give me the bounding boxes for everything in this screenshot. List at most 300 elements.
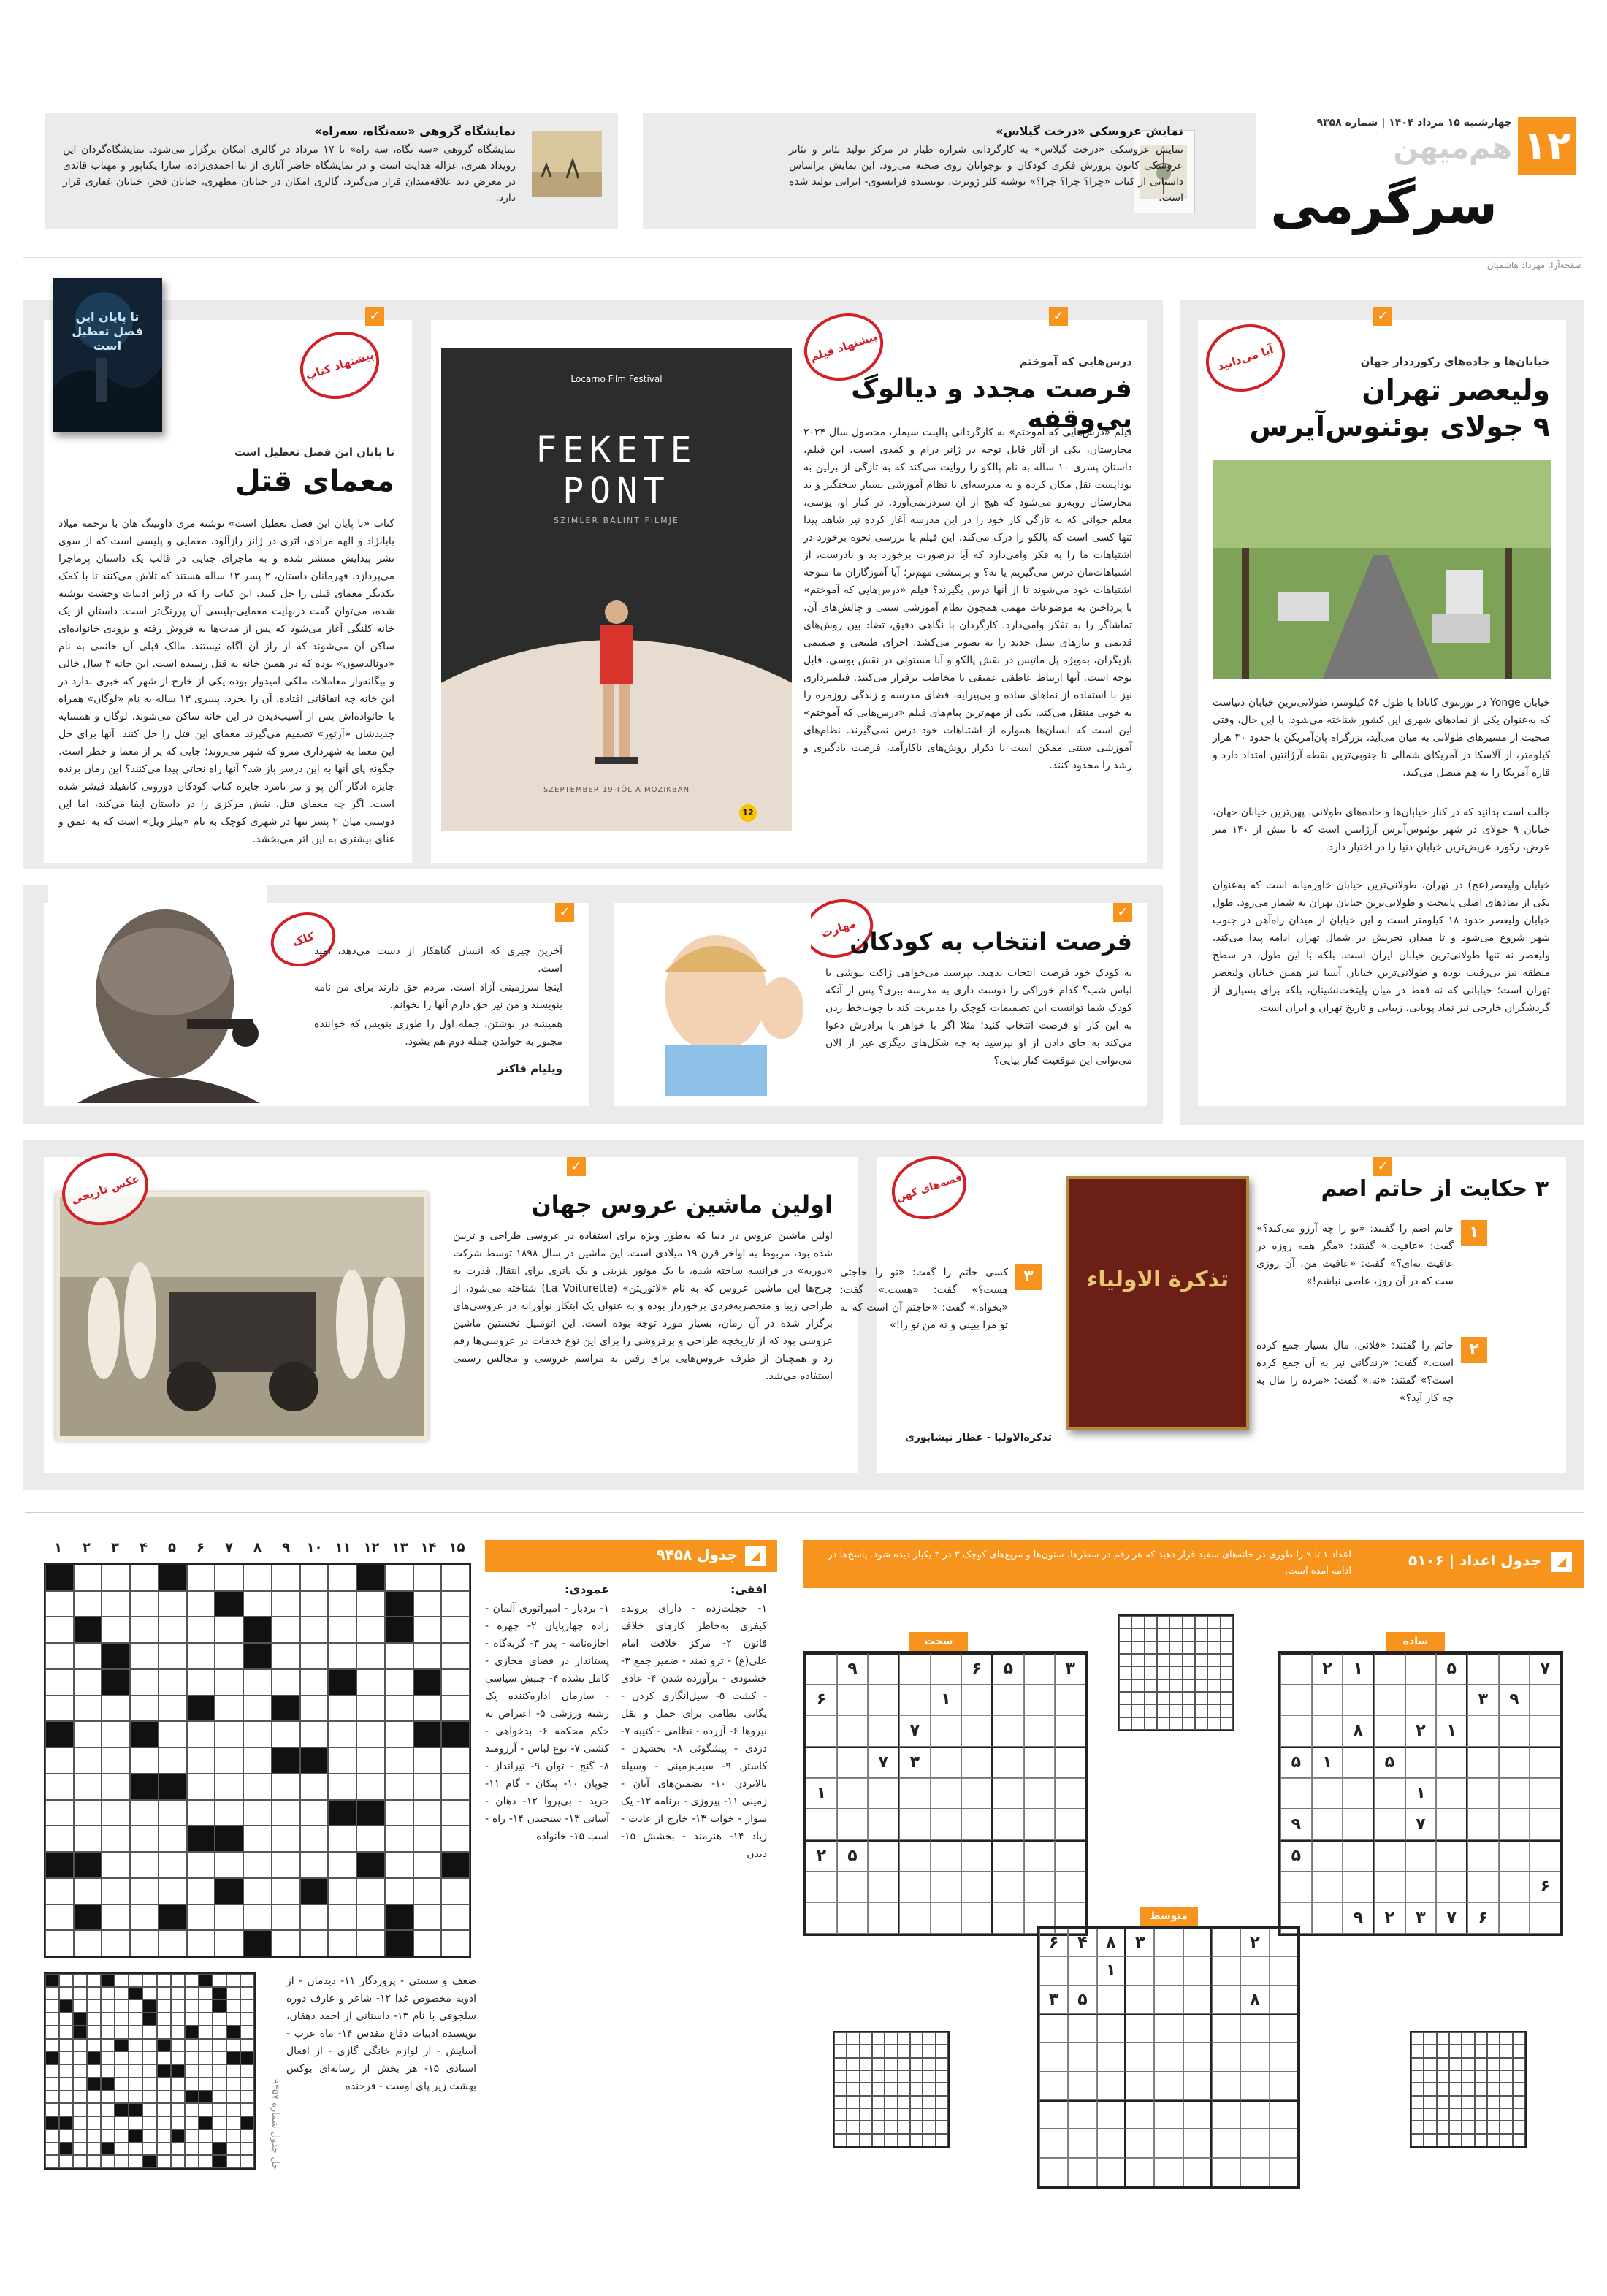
sudoku-cell[interactable] — [1436, 1778, 1467, 1809]
sudoku-cell[interactable] — [1270, 1928, 1298, 1956]
crossword-cell[interactable] — [385, 1826, 413, 1852]
sudoku-cell[interactable] — [1270, 2100, 1298, 2129]
crossword-cell[interactable] — [300, 1696, 329, 1722]
crossword-cell[interactable] — [159, 1826, 187, 1852]
crossword-cell[interactable] — [130, 1696, 159, 1722]
crossword-cell[interactable] — [130, 1904, 159, 1931]
crossword-cell[interactable] — [74, 1696, 102, 1722]
crossword-cell[interactable] — [187, 1930, 215, 1956]
sudoku-cell[interactable] — [1405, 1653, 1437, 1685]
crossword-cell[interactable] — [328, 1591, 356, 1617]
sudoku-cell[interactable] — [1405, 1872, 1437, 1903]
crossword-cell[interactable] — [441, 1852, 470, 1878]
crossword-cell[interactable] — [45, 1643, 74, 1669]
sudoku-cell[interactable] — [1055, 1809, 1086, 1840]
sudoku-cell[interactable] — [1068, 1956, 1096, 1985]
crossword-cell[interactable] — [328, 1617, 356, 1643]
sudoku-cell[interactable] — [1374, 1872, 1405, 1903]
sudoku-cell[interactable] — [1154, 2072, 1183, 2100]
sudoku-cell[interactable] — [1270, 1986, 1298, 2014]
crossword-cell[interactable] — [385, 1565, 413, 1591]
sudoku-cell[interactable] — [1097, 2072, 1126, 2100]
crossword-cell[interactable] — [300, 1826, 329, 1852]
crossword-cell[interactable] — [413, 1721, 442, 1747]
sudoku-cell[interactable] — [1374, 1653, 1405, 1685]
crossword-cell[interactable] — [300, 1721, 329, 1747]
sudoku-cell[interactable] — [1024, 1685, 1056, 1716]
crossword-cell[interactable] — [356, 1878, 385, 1904]
crossword-cell[interactable] — [300, 1774, 329, 1800]
crossword-cell[interactable] — [130, 1826, 159, 1852]
crossword-cell[interactable] — [272, 1852, 300, 1878]
sudoku-cell[interactable] — [1270, 1956, 1298, 1985]
crossword-cell[interactable] — [102, 1669, 130, 1696]
crossword-cell[interactable] — [187, 1774, 215, 1800]
sudoku-cell[interactable]: ۹ — [1343, 1902, 1374, 1934]
crossword-cell[interactable] — [385, 1669, 413, 1696]
sudoku-cell[interactable] — [1126, 2100, 1154, 2129]
crossword-cell[interactable] — [441, 1721, 470, 1747]
sudoku-cell[interactable] — [993, 1747, 1024, 1778]
sudoku-cell[interactable] — [1039, 1956, 1068, 1985]
sudoku-cell[interactable] — [899, 1809, 931, 1840]
sudoku-cell[interactable] — [961, 1840, 993, 1872]
sudoku-cell[interactable] — [1436, 1747, 1467, 1778]
crossword-cell[interactable] — [215, 1747, 243, 1774]
sudoku-cell[interactable] — [1154, 1986, 1183, 2014]
sudoku-cell[interactable] — [1240, 2043, 1269, 2071]
crossword-cell[interactable] — [243, 1617, 272, 1643]
sudoku-cell[interactable] — [1126, 1956, 1154, 1985]
sudoku-cell[interactable] — [1240, 2072, 1269, 2100]
sudoku-cell[interactable] — [1039, 2158, 1068, 2186]
sudoku-cell[interactable] — [1126, 1986, 1154, 2014]
sudoku-cell[interactable] — [961, 1809, 993, 1840]
crossword-cell[interactable] — [45, 1826, 74, 1852]
crossword-cell[interactable] — [102, 1696, 130, 1722]
sudoku-cell[interactable] — [806, 1902, 837, 1934]
crossword-cell[interactable] — [385, 1591, 413, 1617]
sudoku-cell[interactable] — [1097, 1986, 1126, 2014]
crossword-cell[interactable] — [328, 1565, 356, 1591]
crossword-cell[interactable] — [102, 1852, 130, 1878]
crossword-cell[interactable] — [159, 1617, 187, 1643]
crossword-cell[interactable] — [187, 1643, 215, 1669]
sudoku-cell[interactable]: ۵ — [1374, 1747, 1405, 1778]
sudoku-cell[interactable] — [868, 1715, 899, 1747]
sudoku-cell[interactable] — [1212, 2100, 1240, 2129]
crossword-cell[interactable] — [272, 1800, 300, 1826]
sudoku-cell[interactable] — [1126, 2129, 1154, 2157]
sudoku-cell[interactable]: ۸ — [1343, 1715, 1374, 1747]
crossword-cell[interactable] — [413, 1696, 442, 1722]
sudoku-cell[interactable]: ۵ — [993, 1653, 1024, 1685]
sudoku-cell[interactable] — [993, 1685, 1024, 1716]
sudoku-cell[interactable] — [1126, 2014, 1154, 2043]
sudoku-cell[interactable]: ۶ — [1039, 1928, 1068, 1956]
crossword-cell[interactable] — [159, 1669, 187, 1696]
crossword-cell[interactable] — [102, 1747, 130, 1774]
sudoku-cell[interactable]: ۵ — [837, 1840, 869, 1872]
crossword-cell[interactable] — [215, 1669, 243, 1696]
crossword-cell[interactable] — [74, 1669, 102, 1696]
sudoku-cell[interactable]: ۷ — [868, 1747, 899, 1778]
crossword-cell[interactable] — [215, 1721, 243, 1747]
crossword-cell[interactable] — [413, 1774, 442, 1800]
sudoku-cell[interactable] — [1280, 1653, 1312, 1685]
sudoku-cell[interactable]: ۶ — [1530, 1872, 1561, 1903]
sudoku-cell[interactable] — [1055, 1840, 1086, 1872]
sudoku-cell[interactable] — [1024, 1747, 1056, 1778]
sudoku-cell[interactable] — [1024, 1653, 1056, 1685]
sudoku-cell[interactable] — [1068, 2158, 1096, 2186]
crossword-cell[interactable] — [413, 1852, 442, 1878]
sudoku-cell[interactable]: ۲ — [1240, 1928, 1269, 1956]
sudoku-cell[interactable] — [1530, 1902, 1561, 1934]
sudoku-cell[interactable] — [1068, 2129, 1096, 2157]
sudoku-cell[interactable] — [1183, 2043, 1212, 2071]
sudoku-cell[interactable] — [931, 1747, 962, 1778]
sudoku-cell[interactable] — [1530, 1747, 1561, 1778]
sudoku-cell[interactable] — [1280, 1715, 1312, 1747]
sudoku-cell[interactable]: ۲ — [1405, 1715, 1437, 1747]
sudoku-cell[interactable] — [1039, 2043, 1068, 2071]
sudoku-cell[interactable]: ۲ — [1312, 1653, 1343, 1685]
sudoku-cell[interactable] — [868, 1902, 899, 1934]
sudoku-cell[interactable] — [1212, 2014, 1240, 2043]
sudoku-cell[interactable] — [1343, 1840, 1374, 1872]
crossword-cell[interactable] — [45, 1774, 74, 1800]
sudoku-cell[interactable] — [1270, 2014, 1298, 2043]
crossword-cell[interactable] — [159, 1565, 187, 1591]
sudoku-cell[interactable] — [961, 1902, 993, 1934]
crossword-cell[interactable] — [441, 1826, 470, 1852]
sudoku-cell[interactable] — [806, 1747, 837, 1778]
sudoku-cell[interactable] — [1343, 1685, 1374, 1716]
crossword-cell[interactable] — [215, 1826, 243, 1852]
sudoku-cell[interactable] — [1436, 1809, 1467, 1840]
sudoku-cell[interactable] — [1097, 2129, 1126, 2157]
sudoku-cell[interactable] — [899, 1653, 931, 1685]
crossword-cell[interactable] — [441, 1878, 470, 1904]
crossword-cell[interactable] — [385, 1721, 413, 1747]
crossword-cell[interactable] — [413, 1826, 442, 1852]
sudoku-cell[interactable]: ۳ — [1405, 1902, 1437, 1934]
crossword-cell[interactable] — [356, 1696, 385, 1722]
sudoku-cell[interactable]: ۹ — [1499, 1685, 1530, 1716]
crossword-cell[interactable] — [102, 1930, 130, 1956]
crossword-cell[interactable] — [328, 1800, 356, 1826]
crossword-cell[interactable] — [243, 1800, 272, 1826]
crossword-cell[interactable] — [356, 1852, 385, 1878]
sudoku-cell[interactable] — [1212, 1986, 1240, 2014]
crossword-cell[interactable] — [102, 1826, 130, 1852]
sudoku-cell[interactable] — [1097, 2158, 1126, 2186]
crossword-cell[interactable] — [356, 1800, 385, 1826]
sudoku-cell[interactable] — [1154, 1928, 1183, 1956]
sudoku-cell[interactable]: ۳ — [899, 1747, 931, 1778]
crossword-cell[interactable] — [45, 1617, 74, 1643]
sudoku-cell[interactable] — [1374, 1685, 1405, 1716]
sudoku-cell[interactable] — [1312, 1715, 1343, 1747]
sudoku-cell[interactable] — [1405, 1747, 1437, 1778]
crossword-cell[interactable] — [187, 1696, 215, 1722]
sudoku-cell[interactable] — [1212, 1956, 1240, 1985]
sudoku-cell[interactable] — [1467, 1715, 1499, 1747]
sudoku-cell[interactable] — [1024, 1872, 1056, 1903]
crossword-cell[interactable] — [45, 1904, 74, 1931]
crossword-cell[interactable] — [130, 1669, 159, 1696]
crossword-cell[interactable] — [243, 1747, 272, 1774]
sudoku-cell[interactable] — [806, 1872, 837, 1903]
sudoku-cell[interactable] — [899, 1685, 931, 1716]
sudoku-cell[interactable] — [1312, 1809, 1343, 1840]
sudoku-cell[interactable]: ۱ — [931, 1685, 962, 1716]
sudoku-cell[interactable] — [899, 1840, 931, 1872]
sudoku-cell[interactable]: ۳ — [1055, 1653, 1086, 1685]
sudoku-cell[interactable] — [1068, 2072, 1096, 2100]
sudoku-cell[interactable] — [1530, 1685, 1561, 1716]
crossword-cell[interactable] — [413, 1565, 442, 1591]
crossword-cell[interactable] — [130, 1774, 159, 1800]
crossword-cell[interactable] — [159, 1930, 187, 1956]
sudoku-cell[interactable] — [1039, 2100, 1068, 2129]
sudoku-cell[interactable] — [1126, 2072, 1154, 2100]
sudoku-cell[interactable] — [1374, 1715, 1405, 1747]
sudoku-cell[interactable]: ۷ — [899, 1715, 931, 1747]
sudoku-cell[interactable] — [1312, 1778, 1343, 1809]
sudoku-hard-grid[interactable] — [804, 1651, 1088, 1936]
sudoku-cell[interactable] — [1436, 1840, 1467, 1872]
crossword-cell[interactable] — [356, 1904, 385, 1931]
crossword-cell[interactable] — [130, 1852, 159, 1878]
crossword-cell[interactable] — [243, 1721, 272, 1747]
crossword-cell[interactable] — [441, 1643, 470, 1669]
sudoku-cell[interactable] — [1183, 2100, 1212, 2129]
sudoku-cell[interactable] — [1154, 2043, 1183, 2071]
sudoku-cell[interactable] — [1270, 2043, 1298, 2071]
sudoku-cell[interactable] — [931, 1872, 962, 1903]
crossword-cell[interactable] — [215, 1591, 243, 1617]
sudoku-cell[interactable] — [1374, 1778, 1405, 1809]
crossword-cell[interactable] — [272, 1696, 300, 1722]
sudoku-cell[interactable] — [1055, 1715, 1086, 1747]
crossword-cell[interactable] — [356, 1669, 385, 1696]
sudoku-cell[interactable] — [931, 1653, 962, 1685]
crossword-cell[interactable] — [356, 1591, 385, 1617]
crossword-cell[interactable] — [243, 1696, 272, 1722]
crossword-cell[interactable] — [272, 1774, 300, 1800]
sudoku-cell[interactable]: ۴ — [1068, 1928, 1096, 1956]
sudoku-cell[interactable] — [961, 1747, 993, 1778]
crossword-cell[interactable] — [243, 1774, 272, 1800]
crossword-cell[interactable] — [130, 1643, 159, 1669]
sudoku-cell[interactable] — [837, 1902, 869, 1934]
crossword-cell[interactable] — [328, 1826, 356, 1852]
sudoku-cell[interactable] — [1126, 2158, 1154, 2186]
sudoku-cell[interactable] — [837, 1747, 869, 1778]
crossword-cell[interactable] — [102, 1643, 130, 1669]
crossword-cell[interactable] — [215, 1852, 243, 1878]
sudoku-cell[interactable] — [837, 1809, 869, 1840]
sudoku-cell[interactable] — [1405, 1685, 1437, 1716]
sudoku-cell[interactable] — [1374, 1809, 1405, 1840]
crossword-cell[interactable] — [385, 1643, 413, 1669]
crossword-cell[interactable] — [441, 1774, 470, 1800]
sudoku-cell[interactable] — [1024, 1809, 1056, 1840]
crossword-cell[interactable] — [328, 1904, 356, 1931]
crossword-cell[interactable] — [385, 1930, 413, 1956]
sudoku-cell[interactable] — [1280, 1872, 1312, 1903]
sudoku-cell[interactable] — [1183, 1956, 1212, 1985]
sudoku-cell[interactable] — [1240, 2129, 1269, 2157]
crossword-cell[interactable] — [385, 1878, 413, 1904]
crossword-cell[interactable] — [441, 1591, 470, 1617]
crossword-cell[interactable] — [187, 1826, 215, 1852]
crossword-cell[interactable] — [45, 1747, 74, 1774]
crossword-cell[interactable] — [328, 1696, 356, 1722]
sudoku-cell[interactable] — [1183, 1928, 1212, 1956]
sudoku-cell[interactable] — [1499, 1715, 1530, 1747]
crossword-cell[interactable] — [74, 1800, 102, 1826]
sudoku-cell[interactable]: ۵ — [1436, 1653, 1467, 1685]
crossword-cell[interactable] — [159, 1696, 187, 1722]
crossword-cell[interactable] — [187, 1800, 215, 1826]
crossword-cell[interactable] — [300, 1800, 329, 1826]
crossword-cell[interactable] — [356, 1565, 385, 1591]
crossword-cell[interactable] — [441, 1904, 470, 1931]
sudoku-cell[interactable] — [1467, 1840, 1499, 1872]
crossword-cell[interactable] — [272, 1565, 300, 1591]
sudoku-cell[interactable] — [931, 1715, 962, 1747]
sudoku-cell[interactable] — [899, 1872, 931, 1903]
sudoku-cell[interactable]: ۹ — [837, 1653, 869, 1685]
sudoku-cell[interactable] — [1312, 1872, 1343, 1903]
sudoku-cell[interactable] — [1212, 2072, 1240, 2100]
sudoku-cell[interactable] — [1039, 2129, 1068, 2157]
crossword-grid[interactable] — [44, 1563, 471, 1958]
sudoku-cell[interactable] — [1499, 1653, 1530, 1685]
sudoku-cell[interactable] — [1240, 1956, 1269, 1985]
sudoku-cell[interactable] — [1024, 1778, 1056, 1809]
crossword-cell[interactable] — [356, 1643, 385, 1669]
sudoku-cell[interactable] — [931, 1778, 962, 1809]
crossword-cell[interactable] — [272, 1930, 300, 1956]
sudoku-cell[interactable] — [993, 1872, 1024, 1903]
crossword-cell[interactable] — [413, 1591, 442, 1617]
crossword-cell[interactable] — [102, 1721, 130, 1747]
sudoku-cell[interactable] — [868, 1653, 899, 1685]
crossword-cell[interactable] — [187, 1852, 215, 1878]
crossword-cell[interactable] — [272, 1591, 300, 1617]
crossword-cell[interactable] — [272, 1669, 300, 1696]
sudoku-cell[interactable] — [1467, 1809, 1499, 1840]
crossword-cell[interactable] — [159, 1591, 187, 1617]
sudoku-cell[interactable] — [1280, 1685, 1312, 1716]
sudoku-cell[interactable] — [1270, 2129, 1298, 2157]
sudoku-cell[interactable] — [1374, 1840, 1405, 1872]
sudoku-cell[interactable] — [1126, 2043, 1154, 2071]
sudoku-cell[interactable] — [1499, 1872, 1530, 1903]
crossword-cell[interactable] — [215, 1904, 243, 1931]
crossword-cell[interactable] — [328, 1721, 356, 1747]
crossword-cell[interactable] — [328, 1930, 356, 1956]
sudoku-cell[interactable] — [1183, 2014, 1212, 2043]
sudoku-cell[interactable] — [1240, 2158, 1269, 2186]
sudoku-cell[interactable] — [868, 1685, 899, 1716]
sudoku-cell[interactable] — [1055, 1685, 1086, 1716]
crossword-cell[interactable] — [187, 1747, 215, 1774]
sudoku-cell[interactable]: ۳ — [1126, 1928, 1154, 1956]
sudoku-cell[interactable] — [1055, 1872, 1086, 1903]
sudoku-cell[interactable] — [1097, 2014, 1126, 2043]
crossword-cell[interactable] — [272, 1643, 300, 1669]
crossword-cell[interactable] — [74, 1878, 102, 1904]
sudoku-cell[interactable] — [837, 1778, 869, 1809]
crossword-cell[interactable] — [74, 1617, 102, 1643]
crossword-cell[interactable] — [215, 1643, 243, 1669]
crossword-cell[interactable] — [441, 1696, 470, 1722]
crossword-cell[interactable] — [328, 1774, 356, 1800]
sudoku-cell[interactable] — [899, 1778, 931, 1809]
sudoku-cell[interactable] — [1068, 2043, 1096, 2071]
sudoku-cell[interactable] — [961, 1715, 993, 1747]
sudoku-cell[interactable] — [1240, 2014, 1269, 2043]
sudoku-cell[interactable] — [1068, 2100, 1096, 2129]
crossword-cell[interactable] — [441, 1930, 470, 1956]
crossword-cell[interactable] — [187, 1878, 215, 1904]
crossword-cell[interactable] — [356, 1930, 385, 1956]
crossword-cell[interactable] — [441, 1800, 470, 1826]
crossword-cell[interactable] — [328, 1747, 356, 1774]
crossword-cell[interactable] — [328, 1669, 356, 1696]
crossword-cell[interactable] — [215, 1800, 243, 1826]
crossword-cell[interactable] — [74, 1852, 102, 1878]
crossword-cell[interactable] — [243, 1643, 272, 1669]
crossword-cell[interactable] — [159, 1852, 187, 1878]
sudoku-cell[interactable] — [1097, 2100, 1126, 2129]
sudoku-cell[interactable] — [868, 1840, 899, 1872]
crossword-cell[interactable] — [74, 1747, 102, 1774]
sudoku-cell[interactable] — [1499, 1809, 1530, 1840]
sudoku-cell[interactable] — [806, 1653, 837, 1685]
sudoku-cell[interactable] — [961, 1872, 993, 1903]
sudoku-cell[interactable] — [1312, 1840, 1343, 1872]
sudoku-cell[interactable] — [1097, 2043, 1126, 2071]
sudoku-cell[interactable] — [993, 1840, 1024, 1872]
sudoku-cell[interactable] — [1183, 1986, 1212, 2014]
crossword-cell[interactable] — [300, 1643, 329, 1669]
sudoku-medium-grid[interactable] — [1037, 1926, 1300, 2189]
crossword-cell[interactable] — [187, 1617, 215, 1643]
crossword-cell[interactable] — [385, 1617, 413, 1643]
sudoku-cell[interactable] — [868, 1872, 899, 1903]
crossword-cell[interactable] — [243, 1904, 272, 1931]
crossword-cell[interactable] — [187, 1721, 215, 1747]
crossword-cell[interactable] — [215, 1617, 243, 1643]
crossword-cell[interactable] — [187, 1591, 215, 1617]
crossword-cell[interactable] — [215, 1774, 243, 1800]
sudoku-cell[interactable] — [1436, 1685, 1467, 1716]
sudoku-cell[interactable] — [1212, 1928, 1240, 1956]
crossword-cell[interactable] — [272, 1747, 300, 1774]
sudoku-cell[interactable] — [1024, 1840, 1056, 1872]
crossword-cell[interactable] — [45, 1565, 74, 1591]
sudoku-cell[interactable] — [1024, 1715, 1056, 1747]
crossword-cell[interactable] — [74, 1643, 102, 1669]
crossword-cell[interactable] — [45, 1591, 74, 1617]
crossword-cell[interactable] — [300, 1565, 329, 1591]
